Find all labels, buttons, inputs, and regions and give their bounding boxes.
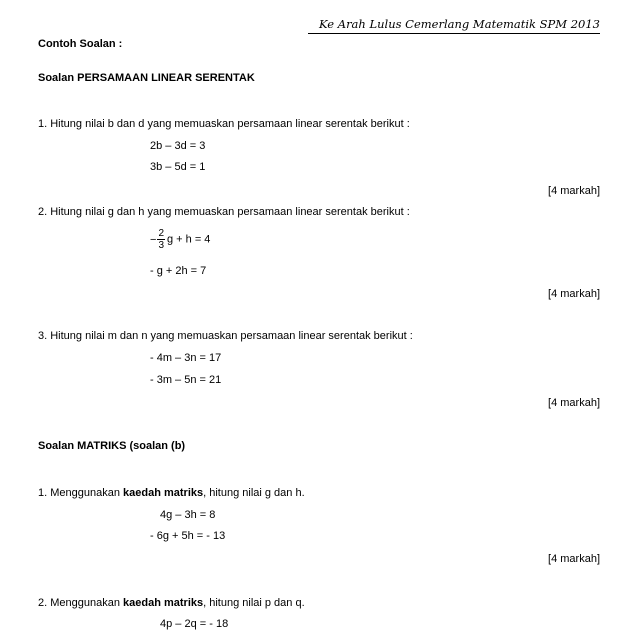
fraction-denominator: 3 bbox=[158, 240, 164, 251]
equation-fraction bbox=[150, 228, 210, 251]
minus-sign: − bbox=[150, 233, 157, 246]
marks-label: [4 markah] bbox=[548, 185, 600, 197]
fraction bbox=[157, 228, 165, 251]
question-text bbox=[38, 487, 305, 499]
equation: - 6g + 5h = - 13 bbox=[150, 530, 226, 542]
marks-label: [4 markah] bbox=[548, 288, 600, 300]
section-title-matriks: Soalan MATRIKS (soalan (b) bbox=[38, 440, 186, 452]
question-prefix: 2. Menggunakan bbox=[38, 597, 124, 609]
marks-label: [4 markah] bbox=[548, 397, 600, 409]
equation: - g + 2h = 7 bbox=[150, 265, 207, 277]
equation: - 3m – 5n = 21 bbox=[150, 374, 222, 386]
section-title-linear: Soalan PERSAMAAN LINEAR SERENTAK bbox=[38, 72, 255, 84]
equation-rest: g + h = 4 bbox=[167, 233, 211, 246]
question-text bbox=[38, 597, 305, 609]
contoh-soalan-label: Contoh Soalan : bbox=[38, 38, 123, 50]
question-suffix: , hitung nilai p dan q. bbox=[203, 597, 305, 609]
marks-label: [4 markah] bbox=[548, 553, 600, 565]
question-text: 1. Hitung nilai b dan d yang memuaskan persamaan linear serentak berikut : bbox=[38, 118, 410, 130]
header-underline bbox=[308, 33, 600, 34]
page-header: Ke Arah Lulus Cemerlang Matematik SPM 2013 bbox=[319, 17, 600, 31]
equation: 2b – 3d = 3 bbox=[150, 140, 206, 152]
question-prefix: 1. Menggunakan bbox=[38, 487, 124, 499]
fraction-numerator: 2 bbox=[158, 228, 164, 239]
equation: 4p – 2q = - 18 bbox=[160, 618, 229, 630]
question-suffix: , hitung nilai g dan h. bbox=[203, 487, 305, 499]
question-text: 3. Hitung nilai m dan n yang memuaskan persamaan linear serentak berikut : bbox=[38, 330, 413, 342]
equation: 4g – 3h = 8 bbox=[160, 509, 216, 521]
question-text: 2. Hitung nilai g dan h yang memuaskan persamaan linear serentak berikut : bbox=[38, 206, 410, 218]
question-emphasis: kaedah matriks bbox=[123, 487, 204, 499]
equation: - 4m – 3n = 17 bbox=[150, 352, 222, 364]
equation: 3b – 5d = 1 bbox=[150, 161, 206, 173]
question-emphasis: kaedah matriks bbox=[123, 597, 204, 609]
